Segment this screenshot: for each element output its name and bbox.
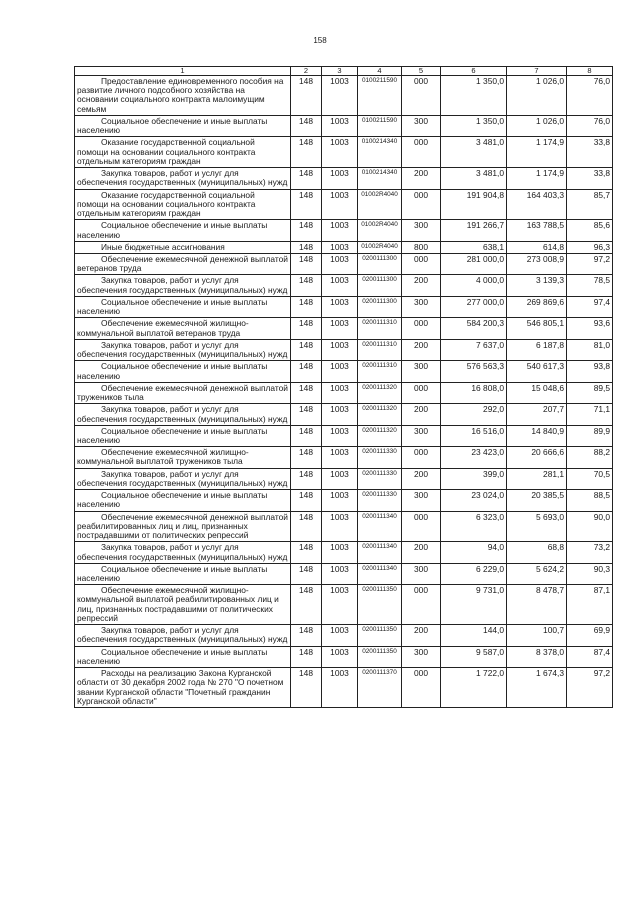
row-name: Социальное обеспечение и иные выплаты населению [75,361,291,382]
row-value-6: 23 423,0 [441,447,507,468]
row-target-code: 0200111300 [358,296,402,317]
row-value-7: 269 869,6 [507,296,567,317]
table-row [75,296,613,317]
column-header: 2 [291,67,322,76]
row-value-7: 546 805,1 [507,318,567,339]
row-target-code: 0200111330 [358,468,402,489]
row-percent: 87,4 [567,646,613,667]
row-target-code: 0200111370 [358,668,402,708]
row-code-5: 000 [402,253,441,274]
row-value-7: 100,7 [507,625,567,646]
row-value-7: 164 403,3 [507,189,567,220]
table-row [75,585,613,625]
table-row [75,76,613,116]
row-percent: 69,9 [567,625,613,646]
row-percent: 89,9 [567,425,613,446]
row-name: Обеспечение ежемесячной денежной выплатой реабилитированных лиц и лиц, признанных пострадавшими от политических репрессий [75,511,291,542]
row-percent: 88,2 [567,447,613,468]
row-target-code: 0100211590 [358,115,402,136]
row-code-3: 1003 [322,668,358,708]
row-code-5: 300 [402,220,441,241]
row-code-5: 200 [402,404,441,425]
row-code-2: 148 [291,361,322,382]
row-name: Иные бюджетные ассигнования [75,241,291,253]
row-code-2: 148 [291,490,322,511]
row-target-code: 0200111350 [358,625,402,646]
row-code-3: 1003 [322,275,358,296]
row-code-2: 148 [291,115,322,136]
row-percent: 96,3 [567,241,613,253]
row-code-2: 148 [291,137,322,168]
row-code-3: 1003 [322,220,358,241]
row-value-7: 281,1 [507,468,567,489]
row-code-5: 000 [402,585,441,625]
column-header: 4 [358,67,402,76]
row-percent: 97,2 [567,668,613,708]
row-target-code: 0200111300 [358,275,402,296]
row-value-7: 6 187,8 [507,339,567,360]
row-name: Социальное обеспечение и иные выплаты населению [75,425,291,446]
row-code-5: 200 [402,542,441,563]
table-row [75,447,613,468]
row-code-2: 148 [291,511,322,542]
row-target-code: 0200111320 [358,382,402,403]
row-code-2: 148 [291,404,322,425]
row-code-5: 000 [402,76,441,116]
table-row [75,668,613,708]
table-row [75,168,613,189]
row-name: Социальное обеспечение и иные выплаты населению [75,490,291,511]
row-code-2: 148 [291,241,322,253]
row-value-6: 277 000,0 [441,296,507,317]
row-code-2: 148 [291,447,322,468]
row-code-2: 148 [291,646,322,667]
row-target-code: 0100211590 [358,76,402,116]
row-value-7: 1 174,9 [507,137,567,168]
row-value-6: 281 000,0 [441,253,507,274]
row-code-2: 148 [291,585,322,625]
row-value-6: 292,0 [441,404,507,425]
row-code-3: 1003 [322,318,358,339]
row-value-6: 3 481,0 [441,137,507,168]
table-row [75,115,613,136]
row-code-3: 1003 [322,468,358,489]
row-value-6: 94,0 [441,542,507,563]
row-value-6: 6 323,0 [441,511,507,542]
table-row [75,275,613,296]
row-name: Предоставление единовременного пособия на развитие личного подсобного хозяйства на основании социального контракта малоимущим семьям [75,76,291,116]
row-code-5: 000 [402,318,441,339]
row-code-5: 300 [402,490,441,511]
row-value-7: 1 674,3 [507,668,567,708]
column-header: 7 [507,67,567,76]
row-value-7: 20 385,5 [507,490,567,511]
row-percent: 73,2 [567,542,613,563]
table-row [75,220,613,241]
row-value-6: 6 229,0 [441,563,507,584]
page-number: 158 [313,36,327,45]
row-code-5: 300 [402,563,441,584]
row-percent: 85,6 [567,220,613,241]
row-value-7: 1 174,9 [507,168,567,189]
row-code-5: 000 [402,137,441,168]
row-percent: 88,5 [567,490,613,511]
row-code-3: 1003 [322,137,358,168]
row-code-5: 300 [402,296,441,317]
row-code-3: 1003 [322,585,358,625]
row-name: Обеспечение ежемесячной жилищно-коммунальной выплатой реабилитированных лиц и лиц, признанных пострадавшими от политических репрессий [75,585,291,625]
row-value-7: 1 026,0 [507,76,567,116]
row-value-7: 273 008,9 [507,253,567,274]
row-value-6: 9 731,0 [441,585,507,625]
row-value-6: 1 350,0 [441,76,507,116]
row-percent: 97,4 [567,296,613,317]
column-header: 8 [567,67,613,76]
row-name: Социальное обеспечение и иные выплаты населению [75,563,291,584]
row-code-3: 1003 [322,425,358,446]
row-code-5: 800 [402,241,441,253]
row-code-5: 200 [402,625,441,646]
row-name: Закупка товаров, работ и услуг для обеспечения государственных (муниципальных) нужд [75,168,291,189]
row-code-5: 000 [402,447,441,468]
row-value-6: 144,0 [441,625,507,646]
row-name: Закупка товаров, работ и услуг для обеспечения государственных (муниципальных) нужд [75,468,291,489]
row-target-code: 01002R4040 [358,241,402,253]
row-percent: 89,5 [567,382,613,403]
row-value-7: 15 048,6 [507,382,567,403]
table-header-row [75,67,613,76]
row-name: Закупка товаров, работ и услуг для обеспечения государственных (муниципальных) нужд [75,404,291,425]
row-code-3: 1003 [322,625,358,646]
row-value-7: 614,8 [507,241,567,253]
row-code-3: 1003 [322,382,358,403]
column-header: 5 [402,67,441,76]
row-value-6: 16 808,0 [441,382,507,403]
row-code-2: 148 [291,275,322,296]
row-target-code: 0200111320 [358,425,402,446]
row-code-5: 200 [402,468,441,489]
row-code-2: 148 [291,625,322,646]
table-row [75,241,613,253]
row-percent: 78,5 [567,275,613,296]
row-percent: 90,0 [567,511,613,542]
row-code-2: 148 [291,296,322,317]
row-percent: 76,0 [567,76,613,116]
row-code-5: 300 [402,115,441,136]
table-row [75,382,613,403]
table-row [75,542,613,563]
table-row [75,563,613,584]
table-row [75,361,613,382]
row-value-6: 7 637,0 [441,339,507,360]
row-value-6: 638,1 [441,241,507,253]
table-row [75,137,613,168]
row-percent: 97,2 [567,253,613,274]
row-target-code: 0100214340 [358,168,402,189]
row-code-3: 1003 [322,563,358,584]
row-value-6: 9 587,0 [441,646,507,667]
row-value-6: 16 516,0 [441,425,507,446]
row-target-code: 0200111340 [358,511,402,542]
row-value-6: 1 722,0 [441,668,507,708]
row-code-3: 1003 [322,404,358,425]
column-header: 3 [322,67,358,76]
row-code-3: 1003 [322,542,358,563]
row-name: Обеспечение ежемесячной денежной выплатой тружеников тыла [75,382,291,403]
row-value-7: 3 139,3 [507,275,567,296]
row-value-7: 163 788,5 [507,220,567,241]
table-row [75,318,613,339]
row-code-2: 148 [291,168,322,189]
row-code-2: 148 [291,339,322,360]
row-target-code: 0200111330 [358,447,402,468]
row-percent: 76,0 [567,115,613,136]
row-value-6: 23 024,0 [441,490,507,511]
row-target-code: 0200111340 [358,563,402,584]
row-code-3: 1003 [322,189,358,220]
row-code-3: 1003 [322,296,358,317]
row-percent: 33,8 [567,137,613,168]
table-row [75,404,613,425]
row-code-2: 148 [291,563,322,584]
row-target-code: 0200111310 [358,361,402,382]
row-code-2: 148 [291,668,322,708]
row-value-7: 207,7 [507,404,567,425]
row-value-6: 584 200,3 [441,318,507,339]
row-target-code: 0200111300 [358,253,402,274]
row-percent: 93,6 [567,318,613,339]
row-code-2: 148 [291,382,322,403]
row-target-code: 0200111340 [358,542,402,563]
row-percent: 87,1 [567,585,613,625]
row-value-6: 191 904,8 [441,189,507,220]
row-name: Социальное обеспечение и иные выплаты населению [75,220,291,241]
row-code-3: 1003 [322,76,358,116]
row-value-6: 399,0 [441,468,507,489]
row-target-code: 0200111310 [358,339,402,360]
row-code-2: 148 [291,318,322,339]
column-header: 1 [75,67,291,76]
row-code-3: 1003 [322,253,358,274]
row-code-2: 148 [291,220,322,241]
budget-table [74,66,613,708]
row-value-7: 5 624,2 [507,563,567,584]
row-code-3: 1003 [322,646,358,667]
row-target-code: 01002R4040 [358,220,402,241]
row-value-7: 540 617,3 [507,361,567,382]
row-code-5: 000 [402,189,441,220]
row-name: Закупка товаров, работ и услуг для обеспечения государственных (муниципальных) нужд [75,542,291,563]
row-code-5: 200 [402,275,441,296]
row-value-7: 5 693,0 [507,511,567,542]
row-percent: 81,0 [567,339,613,360]
row-name: Закупка товаров, работ и услуг для обеспечения государственных (муниципальных) нужд [75,625,291,646]
row-value-6: 1 350,0 [441,115,507,136]
row-percent: 85,7 [567,189,613,220]
row-target-code: 01002R4040 [358,189,402,220]
row-target-code: 0200111350 [358,585,402,625]
row-value-6: 191 266,7 [441,220,507,241]
row-percent: 33,8 [567,168,613,189]
row-target-code: 0200111320 [358,404,402,425]
row-code-2: 148 [291,468,322,489]
column-header: 6 [441,67,507,76]
row-code-2: 148 [291,542,322,563]
row-name: Расходы на реализацию Закона Курганской области от 30 декабря 2002 года № 270 "О почетном звании Курганской области "Почетный гражданин Курганской области" [75,668,291,708]
table-row [75,490,613,511]
row-percent: 71,1 [567,404,613,425]
row-name: Оказание государственной социальной помощи на основании социального контракта отдельным категориям граждан [75,137,291,168]
row-code-5: 300 [402,646,441,667]
row-name: Социальное обеспечение и иные выплаты населению [75,646,291,667]
row-code-3: 1003 [322,490,358,511]
row-code-3: 1003 [322,241,358,253]
row-value-7: 8 378,0 [507,646,567,667]
row-name: Обеспечение ежемесячной денежной выплатой ветеранов труда [75,253,291,274]
row-name: Закупка товаров, работ и услуг для обеспечения государственных (муниципальных) нужд [75,275,291,296]
row-percent: 93,8 [567,361,613,382]
table-row [75,339,613,360]
row-code-2: 148 [291,253,322,274]
row-code-5: 000 [402,668,441,708]
table-row [75,253,613,274]
table-row [75,511,613,542]
table-row [75,625,613,646]
row-value-7: 14 840,9 [507,425,567,446]
row-target-code: 0200111350 [358,646,402,667]
row-code-3: 1003 [322,447,358,468]
row-code-5: 000 [402,382,441,403]
row-name: Социальное обеспечение и иные выплаты населению [75,115,291,136]
table-row [75,425,613,446]
row-value-6: 4 000,0 [441,275,507,296]
row-code-3: 1003 [322,168,358,189]
row-name: Закупка товаров, работ и услуг для обеспечения государственных (муниципальных) нужд [75,339,291,360]
table-row [75,189,613,220]
row-percent: 70,5 [567,468,613,489]
row-code-3: 1003 [322,511,358,542]
row-name: Социальное обеспечение и иные выплаты населению [75,296,291,317]
row-name: Обеспечение ежемесячной жилищно-коммунальной выплатой тружеников тыла [75,447,291,468]
row-value-7: 20 666,6 [507,447,567,468]
row-name: Обеспечение ежемесячной жилищно-коммунальной выплатой ветеранов труда [75,318,291,339]
row-target-code: 0200111330 [358,490,402,511]
table-row [75,468,613,489]
row-code-5: 200 [402,339,441,360]
table-row [75,646,613,667]
row-code-5: 300 [402,425,441,446]
row-code-3: 1003 [322,115,358,136]
row-name: Оказание государственной социальной помощи на основании социального контракта отдельным категориям граждан [75,189,291,220]
row-target-code: 0200111310 [358,318,402,339]
row-value-7: 68,8 [507,542,567,563]
row-code-3: 1003 [322,361,358,382]
row-value-6: 3 481,0 [441,168,507,189]
row-code-5: 000 [402,511,441,542]
row-value-7: 8 478,7 [507,585,567,625]
row-code-5: 300 [402,361,441,382]
row-code-5: 200 [402,168,441,189]
row-target-code: 0100214340 [358,137,402,168]
row-code-3: 1003 [322,339,358,360]
row-value-6: 576 563,3 [441,361,507,382]
row-code-2: 148 [291,425,322,446]
row-value-7: 1 026,0 [507,115,567,136]
row-percent: 90,3 [567,563,613,584]
row-code-2: 148 [291,76,322,116]
row-code-2: 148 [291,189,322,220]
